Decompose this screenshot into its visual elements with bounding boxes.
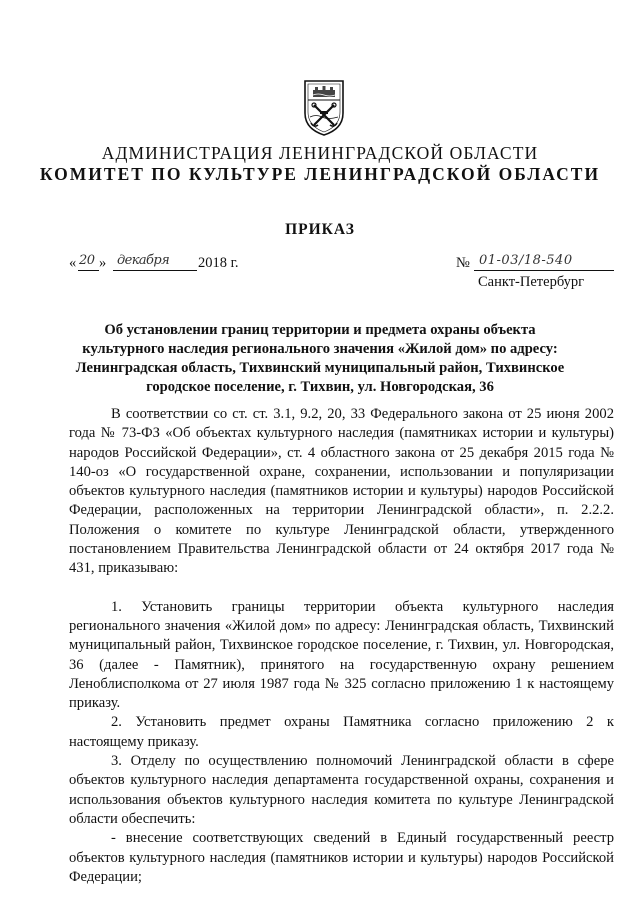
document-body — [69, 405, 614, 887]
order-item-3-subitem: - внесение соответствующих сведений в Единый государственный реестр объектов культурного наследия (памятников истории и культуры) народов Российской Федерации; — [69, 830, 614, 885]
number-underline — [474, 270, 614, 271]
date-day: 20 — [79, 253, 95, 268]
document-title: Об установлении границ территории и предмета охраны объекта культурного наследия регионального значения «Жилой дом» по адресу: Ленинградская область, Тихвинский муниципальный район, Тихвинское городское поселение, г. Тихвин, ул. Новгородская, 36 — [75, 322, 565, 395]
date-year: 2018 г. — [198, 255, 239, 271]
document-type: ПРИКАЗ — [285, 221, 355, 238]
date-month-underline — [113, 270, 197, 271]
date-open-quote: « — [69, 255, 77, 271]
number-sign: № — [456, 255, 470, 271]
date-close-quote: » — [99, 255, 107, 271]
document-date — [69, 253, 269, 275]
order-item-1: 1. Установить границы территории объекта культурного наследия регионального значения «Жилой дом» по адресу: Ленинградская область, Тихвинский муниципальный район, Тихвинское городское поселение, г. Тихвин, ул. Новгородская, 36 (далее - Памятник), принятого на государственную охрану решением Леноблисполкома от 27 июля 1987 года № 325 согласно приложению 1 к настоящему приказу. — [69, 598, 614, 712]
order-item-3: 3. Отделу по осуществлению полномочий Ленинградской области в сфере объектов культурного наследия департамента государственной охраны, сохранения и использования объектов культурного наследия комитета по культуре Ленинградской области обеспечить: — [69, 753, 614, 827]
date-day-underline — [78, 270, 99, 271]
org-name-line2: КОМИТЕТ ПО КУЛЬТУРЕ ЛЕНИНГРАДСКОЙ ОБЛАСТИ — [39, 164, 601, 184]
coat-of-arms-emblem — [302, 79, 346, 137]
document-number — [456, 253, 616, 275]
order-item-2: 2. Установить предмет охраны Памятника согласно приложению 2 к настоящему приказу. — [69, 714, 614, 750]
document-city: Санкт-Петербург — [478, 274, 585, 290]
preamble-paragraph: В соответствии со ст. ст. 3.1, 9.2, 20, 33 Федерального закона от 25 июня 2002 года № 73-ФЗ «Об объектах культурного наследия (памятниках истории и культуры) народов Российской Федерации», ст. 4 областного закона от 25 декабря 2015 года № 140-оз «О государственной охране, сохранении, использовании и популяризации объектов культурного наследия (памятников истории и культуры) народов Российской Федерации, расположенных на территории Ленинградской области», п. 2.2.2. Положения о комитете по культуре Ленинградской области, утвержденного постановлением Правительства Ленинградской области от 24 октября 2017 года № 431, приказываю: — [69, 406, 614, 577]
number-value: 01-03/18-540 — [479, 253, 573, 268]
org-name-line1: АДМИНИСТРАЦИЯ ЛЕНИНГРАДСКОЙ ОБЛАСТИ — [101, 143, 539, 163]
date-month: декабря — [117, 253, 170, 268]
